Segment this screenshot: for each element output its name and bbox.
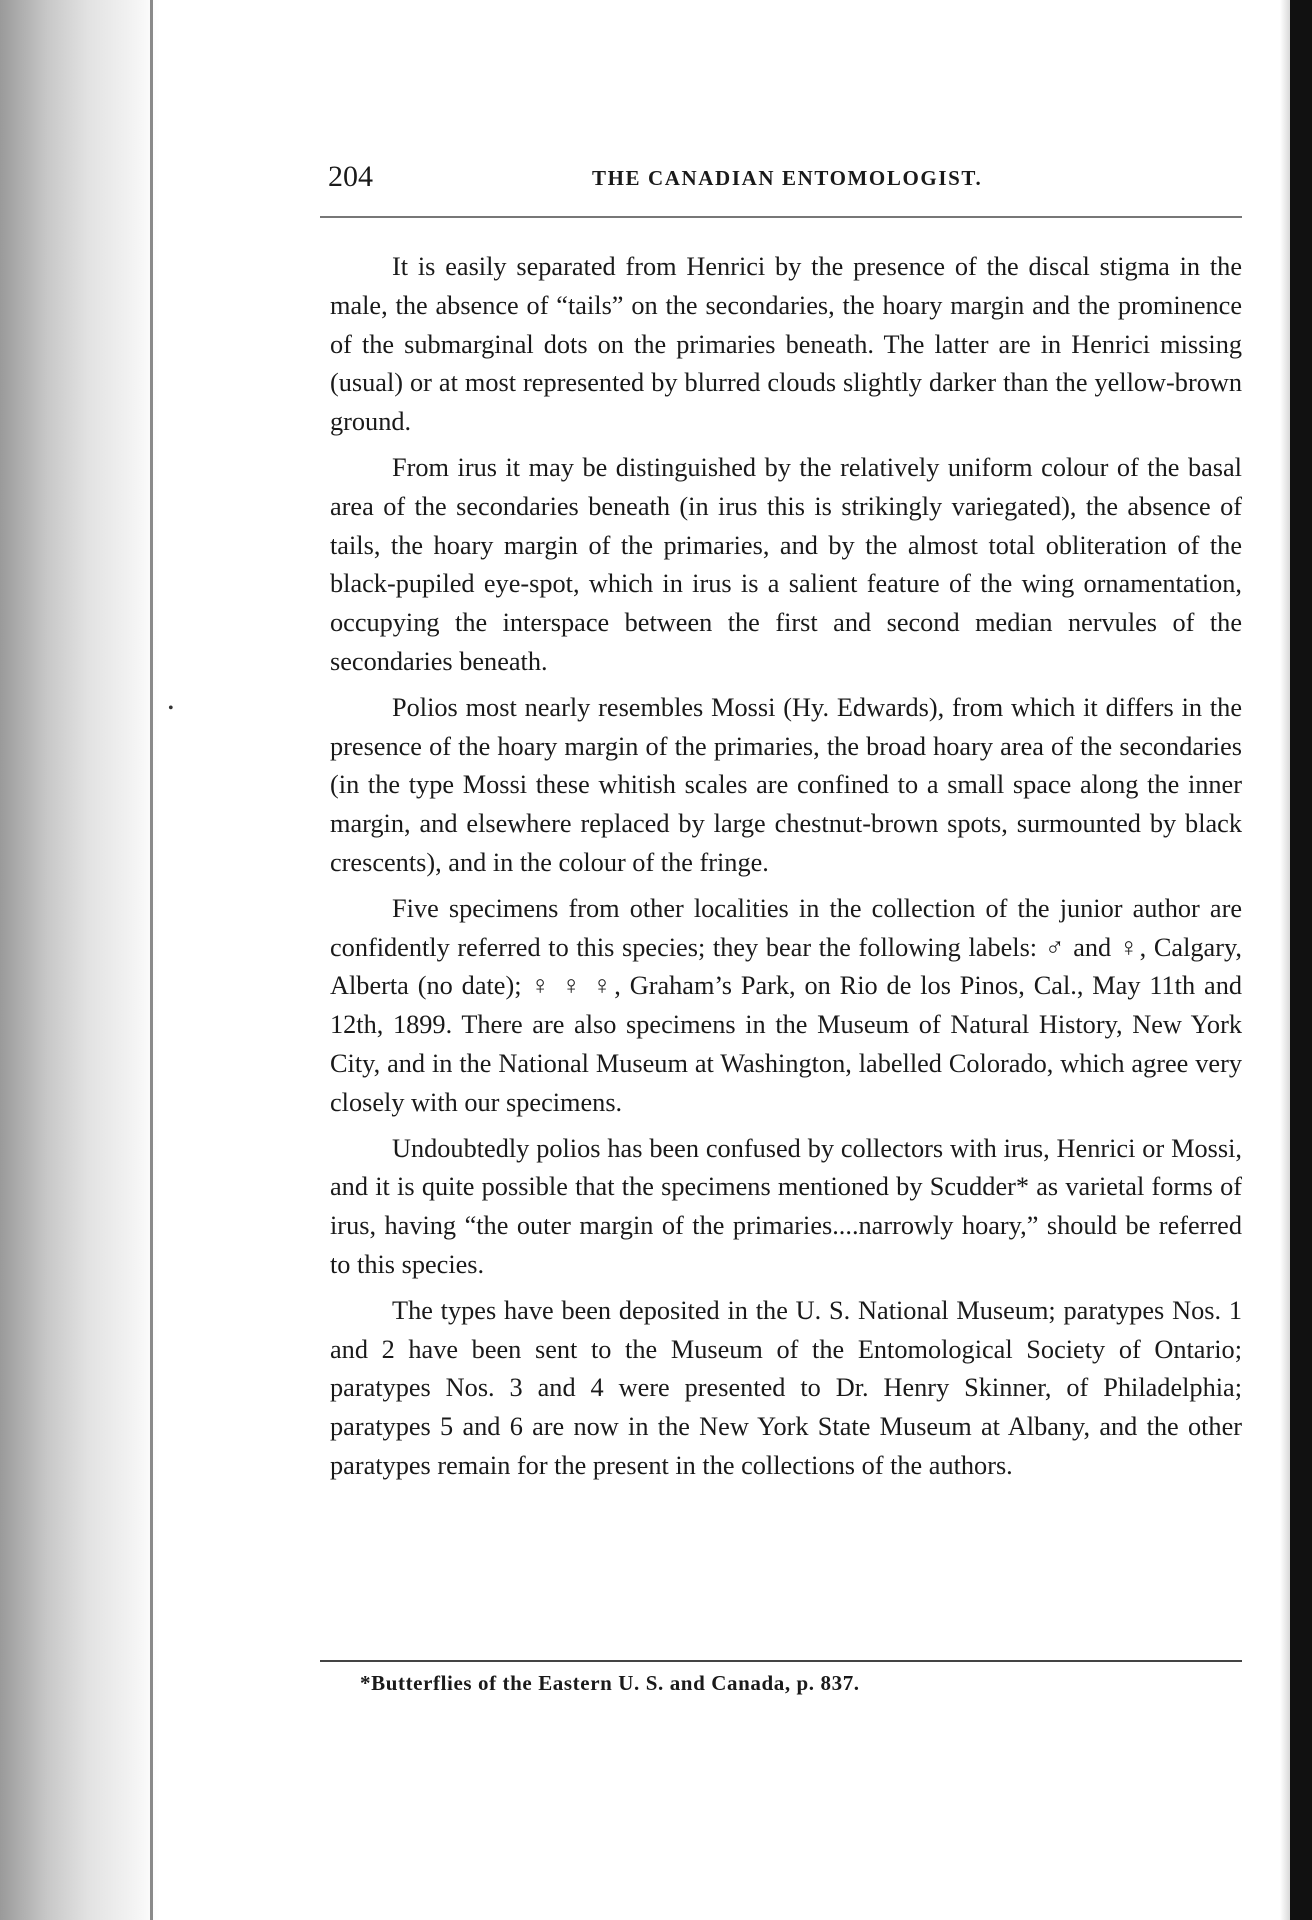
margin-mark: • (168, 700, 174, 717)
paragraph: It is easily separated from Henrici by the presence of the discal stigma in the male, the absence of “tails” on the secondaries, the hoary margin and the prominence of the submarginal dots on the primaries beneath. The latter are in Henrici missing (usual) or at most represented by blurred clouds slightly darker than the yellow-brown ground. (330, 252, 1242, 437)
body-text (330, 248, 1242, 1493)
paragraph: The types have been deposited in the U. S. National Museum; paratypes Nos. 1 and 2 have been sent to the Museum of the Entomological Society of Ontario; paratypes Nos. 3 and 4 were presented to Dr. Henry Skinner, of Philadelphia; paratypes 5 and 6 are now in the New York State Museum at Albany, and the other paratypes remain for the present in the collections of the authors. (330, 1295, 1242, 1480)
page-header (320, 160, 1242, 208)
paragraph: Polios most nearly resembles Mossi (Hy. Edwards), from which it differs in the presence of the hoary margin of the primaries, the broad hoary area of the secondaries (in the type Mossi these whitish scales are confined to a small space along the inner margin, and elsewhere replaced by large chestnut-brown spots, surmounted by black crescents), and in the colour of the fringe. (330, 692, 1242, 877)
book-page (320, 160, 1242, 1695)
footnote: *Butterflies of the Eastern U. S. and Canada, p. 837. (360, 1671, 860, 1695)
paragraph: Five specimens from other localities in the collection of the junior author are confidently referred to this species; they bear the following labels: ♂ and ♀, Calgary, Alberta (no date); ♀ ♀ ♀, Graham’s Park, on Rio de los Pinos, Cal., May 11th and 12th, 1899. There are also specimens in the Museum of Natural History, New York City, and in the National Museum at Washington, labelled Colorado, which agree very closely with our specimens. (330, 893, 1242, 1117)
page-edge-shadow (1280, 0, 1290, 1920)
footnote-rule (320, 1660, 1242, 1662)
page-gutter-shadow (0, 0, 160, 1920)
header-rule (320, 216, 1242, 218)
binding-edge (150, 0, 153, 1920)
running-title: THE CANADIAN ENTOMOLOGIST. (592, 166, 983, 190)
scan-border (1290, 0, 1312, 1920)
paragraph: From irus it may be distinguished by the relatively uniform colour of the basal area of the secondaries beneath (in irus this is strikingly variegated), the absence of tails, the hoary margin of the primaries, and by the almost total obliteration of the black-pupiled eye-spot, which in irus is a salient feature of the wing ornamentation, occupying the interspace between the first and second median nervules of the secondaries beneath. (330, 452, 1242, 676)
paragraph: Undoubtedly polios has been confused by collectors with irus, Henrici or Mossi, and it is quite possible that the specimens mentioned by Scudder* as varietal forms of irus, having “the outer margin of the primaries....narrowly hoary,” should be referred to this species. (330, 1133, 1242, 1279)
page-number: 204 (328, 160, 373, 193)
